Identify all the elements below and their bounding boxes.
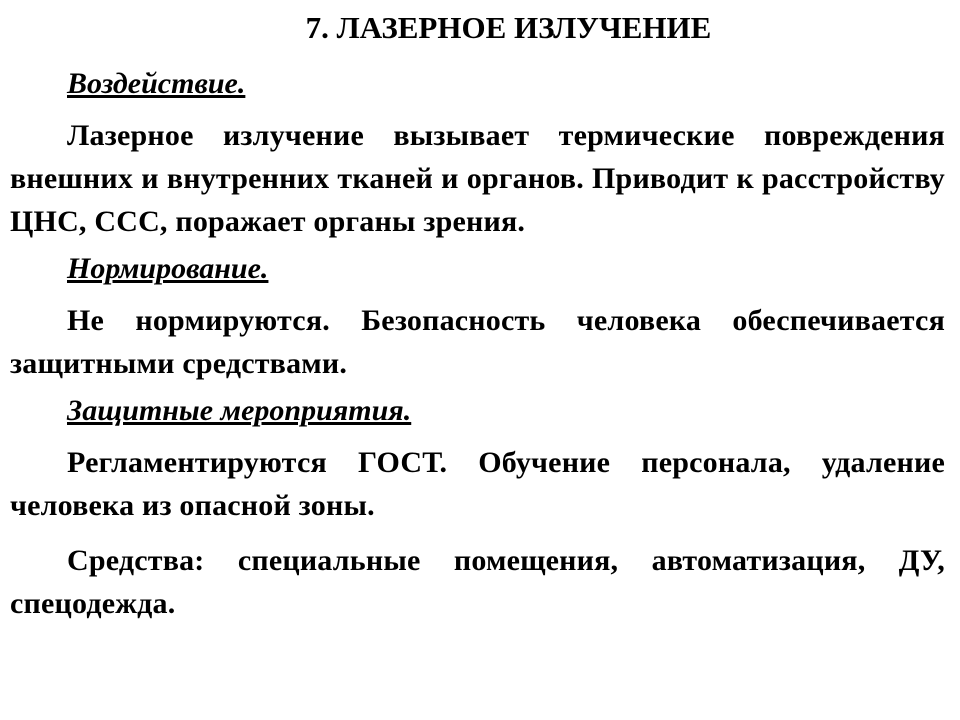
section-heading-impact: Воздействие. [67, 67, 246, 100]
section-protection-means-text: Средства: специальные помещения, автоматизация, ДУ, спецодежда. [10, 544, 945, 620]
section-impact-text: Лазерное излучение вызывает термические повреждения внешних и внутренних тканей и органов. Приводит к расстройству ЦНС, ССС, поражает органы зрения. [10, 119, 945, 238]
slide-content [10, 66, 945, 633]
section-regulation-text: Не нормируются. Безопасность человека обеспечивается защитными средствами. [10, 304, 945, 380]
section-protection-text: Регламентируются ГОСТ. Обучение персонала, удаление человека из опасной зоны. [10, 446, 945, 522]
section-heading-regulation: Нормирование. [67, 252, 269, 285]
page-title: 7. ЛАЗЕРНОЕ ИЗЛУЧЕНИЕ [305, 10, 712, 45]
section-heading-protection: Защитные мероприятия. [67, 394, 412, 427]
